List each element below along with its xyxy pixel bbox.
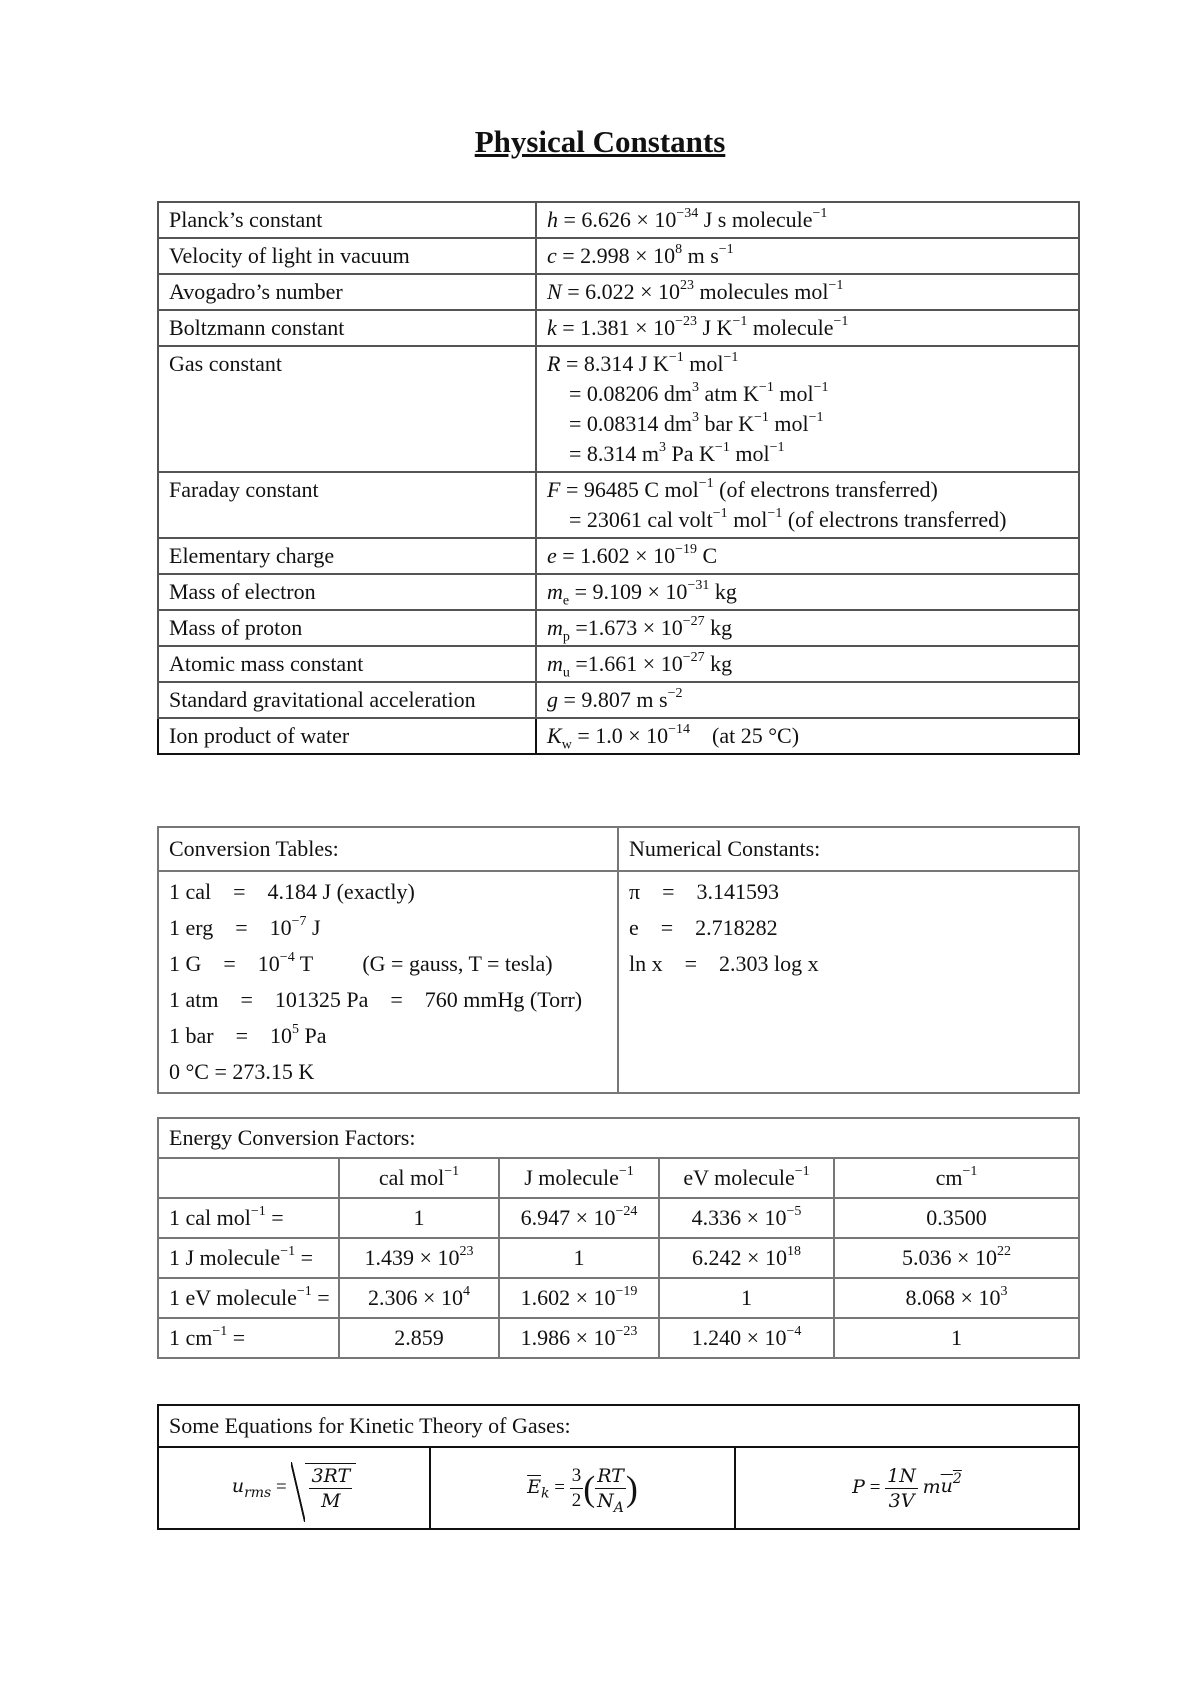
energy-column-header: $cm^{-1}$ bbox=[834, 1158, 1079, 1198]
kinetic-energy-equation: $\overline{E}_k$ = $\frac{3}{2}$ ( $\frac{RT}{N_A}$ ) bbox=[430, 1447, 735, 1529]
energy-cell: $6.242 \times 10^{18}$ bbox=[659, 1238, 834, 1278]
energy-row-label: 1 $cm^{-1}$ = bbox=[158, 1318, 339, 1358]
constant-value: $m_e = 9.109 \times 10^{-31}$ kg bbox=[536, 574, 1079, 610]
constant-value: g = 9.807 m $s^{-2}$ bbox=[536, 682, 1079, 718]
constant-name: Velocity of light in vacuum bbox=[158, 238, 536, 274]
constant-row bbox=[158, 238, 1079, 274]
energy-column-header: eV molecule$^{-1}$ bbox=[659, 1158, 834, 1198]
energy-cell: $4.336 \times 10^{-5}$ bbox=[659, 1198, 834, 1238]
constant-value: $N = 6.022 \times 10^{23}$ molecules mol$^{-1}$ bbox=[536, 274, 1079, 310]
constant-name: Gas constant bbox=[158, 346, 536, 472]
constant-value: $m_u =1.661 \times 10^{-27}$ kg bbox=[536, 646, 1079, 682]
energy-row-label: 1 cal mol$^{-1}$ = bbox=[158, 1198, 339, 1238]
constant-row bbox=[158, 472, 1079, 538]
energy-cell: 1 bbox=[659, 1278, 834, 1318]
numerical-constant-line: ln x = 2.303 log x bbox=[629, 951, 819, 976]
constant-name: Elementary charge bbox=[158, 538, 536, 574]
conversion-line: 0 °C = 273.15 K bbox=[169, 1059, 315, 1084]
energy-row-label: 1 J molecule$^{-1}$ = bbox=[158, 1238, 339, 1278]
energy-column-header: cal mol$^{-1}$ bbox=[339, 1158, 499, 1198]
energy-cell: 1 bbox=[339, 1198, 499, 1238]
constant-row bbox=[158, 346, 1079, 472]
constant-row bbox=[158, 538, 1079, 574]
constant-name: Mass of electron bbox=[158, 574, 536, 610]
constant-value: R = 8.314 J $K^{-1}$ mol$^{-1}$ = 0.08206 $dm^3$ atm $K^{-1}$ mol$^{-1}$ = 0.08314 $dm^3$ bar $K^{-1}$ mol$^{-1}$ = 8.314 $m^3$ Pa $K^{-1}$ mol$^{-1}$ bbox=[536, 346, 1079, 472]
constant-value: $K_w = 1.0 \times 10^{-14}$ (at 25 °C) bbox=[536, 718, 1079, 754]
constant-name: Boltzmann constant bbox=[158, 310, 536, 346]
constant-row bbox=[158, 274, 1079, 310]
energy-row-label: 1 eV molecule$^{-1}$ = bbox=[158, 1278, 339, 1318]
rms-speed-equation: $u_{rms}$ = $\frac{3RT}{M}$ bbox=[158, 1447, 430, 1529]
energy-conversion-table bbox=[157, 1117, 1080, 1359]
constant-row bbox=[158, 574, 1079, 610]
constant-value: $c = 2.998 \times 10^8$ m $s^{-1}$ bbox=[536, 238, 1079, 274]
constant-value: F = 96485 C mol$^{-1}$ (of electrons transferred) = 23061 cal volt$^{-1}$ mol$^{-1}$ (of electrons transferred) bbox=[536, 472, 1079, 538]
energy-cell: 2.859 bbox=[339, 1318, 499, 1358]
numerical-constant-line: π = 3.141593 bbox=[629, 879, 780, 904]
constant-name: Planck’s constant bbox=[158, 202, 536, 238]
energy-header-row bbox=[158, 1158, 1079, 1198]
constant-value: $e = 1.602 \times 10^{-19}$ C bbox=[536, 538, 1079, 574]
constant-name: Mass of proton bbox=[158, 610, 536, 646]
physical-constants-table bbox=[157, 201, 1080, 755]
energy-cell: $6.947 \times 10^{-24}$ bbox=[499, 1198, 659, 1238]
energy-cell: 1 bbox=[499, 1238, 659, 1278]
conversion-tables-heading: Conversion Tables: bbox=[158, 827, 618, 871]
energy-cell: $1.602 \times 10^{-19}$ bbox=[499, 1278, 659, 1318]
constant-name: Avogadro’s number bbox=[158, 274, 536, 310]
constant-name: Faraday constant bbox=[158, 472, 536, 538]
conversion-line: 1 cal = 4.184 J (exactly) bbox=[169, 879, 415, 904]
energy-column-header: J molecule$^{-1}$ bbox=[499, 1158, 659, 1198]
kinetic-theory-table bbox=[157, 1404, 1080, 1530]
numerical-constant-line: e = 2.718282 bbox=[629, 915, 778, 940]
constant-value: $k = 1.381 \times 10^{-23}$ J $K^{-1}$ molecule$^{-1}$ bbox=[536, 310, 1079, 346]
page-title: Physical Constants bbox=[474, 124, 726, 159]
numerical-constants-heading: Numerical Constants: bbox=[618, 827, 1079, 871]
constant-row bbox=[158, 718, 1079, 754]
energy-cell: $1.439 \times 10^{23}$ bbox=[339, 1238, 499, 1278]
conversion-and-numerical-table bbox=[157, 826, 1080, 1094]
energy-row bbox=[158, 1198, 1079, 1238]
constant-row bbox=[158, 310, 1079, 346]
constant-name: Ion product of water bbox=[158, 718, 536, 754]
constant-row bbox=[158, 202, 1079, 238]
energy-cell: $2.306 \times 10^4$ bbox=[339, 1278, 499, 1318]
energy-cell: 1 bbox=[834, 1318, 1079, 1358]
energy-conversion-heading: Energy Conversion Factors: bbox=[158, 1118, 1079, 1158]
conversion-line: 1 atm = 101325 Pa = 760 mmHg (Torr) bbox=[169, 987, 583, 1012]
kinetic-theory-heading: Some Equations for Kinetic Theory of Gases: bbox=[158, 1405, 1079, 1447]
constant-value: $h = 6.626 \times 10^{-34}$ J s molecule$^{-1}$ bbox=[536, 202, 1079, 238]
energy-column-header bbox=[158, 1158, 339, 1198]
constant-name: Standard gravitational acceleration bbox=[158, 682, 536, 718]
energy-row bbox=[158, 1238, 1079, 1278]
energy-row bbox=[158, 1278, 1079, 1318]
energy-cell: 0.3500 bbox=[834, 1198, 1079, 1238]
constant-row bbox=[158, 610, 1079, 646]
constant-value: $m_p =1.673 \times 10^{-27}$ kg bbox=[536, 610, 1079, 646]
conversion-line: 1 erg = $10^{-7}$ J bbox=[169, 913, 321, 940]
constant-row bbox=[158, 646, 1079, 682]
energy-cell: $8.068 \times 10^3$ bbox=[834, 1278, 1079, 1318]
conversion-line: 1 G = $10^{-4}$ T (G = gauss, T = tesla) bbox=[169, 949, 553, 976]
energy-row bbox=[158, 1318, 1079, 1358]
constant-name: Atomic mass constant bbox=[158, 646, 536, 682]
conversion-line: 1 bar = $10^5$ Pa bbox=[169, 1021, 327, 1048]
energy-cell: $1.986 \times 10^{-23}$ bbox=[499, 1318, 659, 1358]
pressure-equation: P = $\frac{1N}{3V}$ $mu^2$ bbox=[735, 1447, 1079, 1529]
constant-row bbox=[158, 682, 1079, 718]
energy-cell: $1.240 \times 10^{-4}$ bbox=[659, 1318, 834, 1358]
energy-cell: $5.036 \times 10^{22}$ bbox=[834, 1238, 1079, 1278]
conversion-tables-body bbox=[158, 871, 618, 1093]
numerical-constants-body bbox=[618, 871, 1079, 1093]
